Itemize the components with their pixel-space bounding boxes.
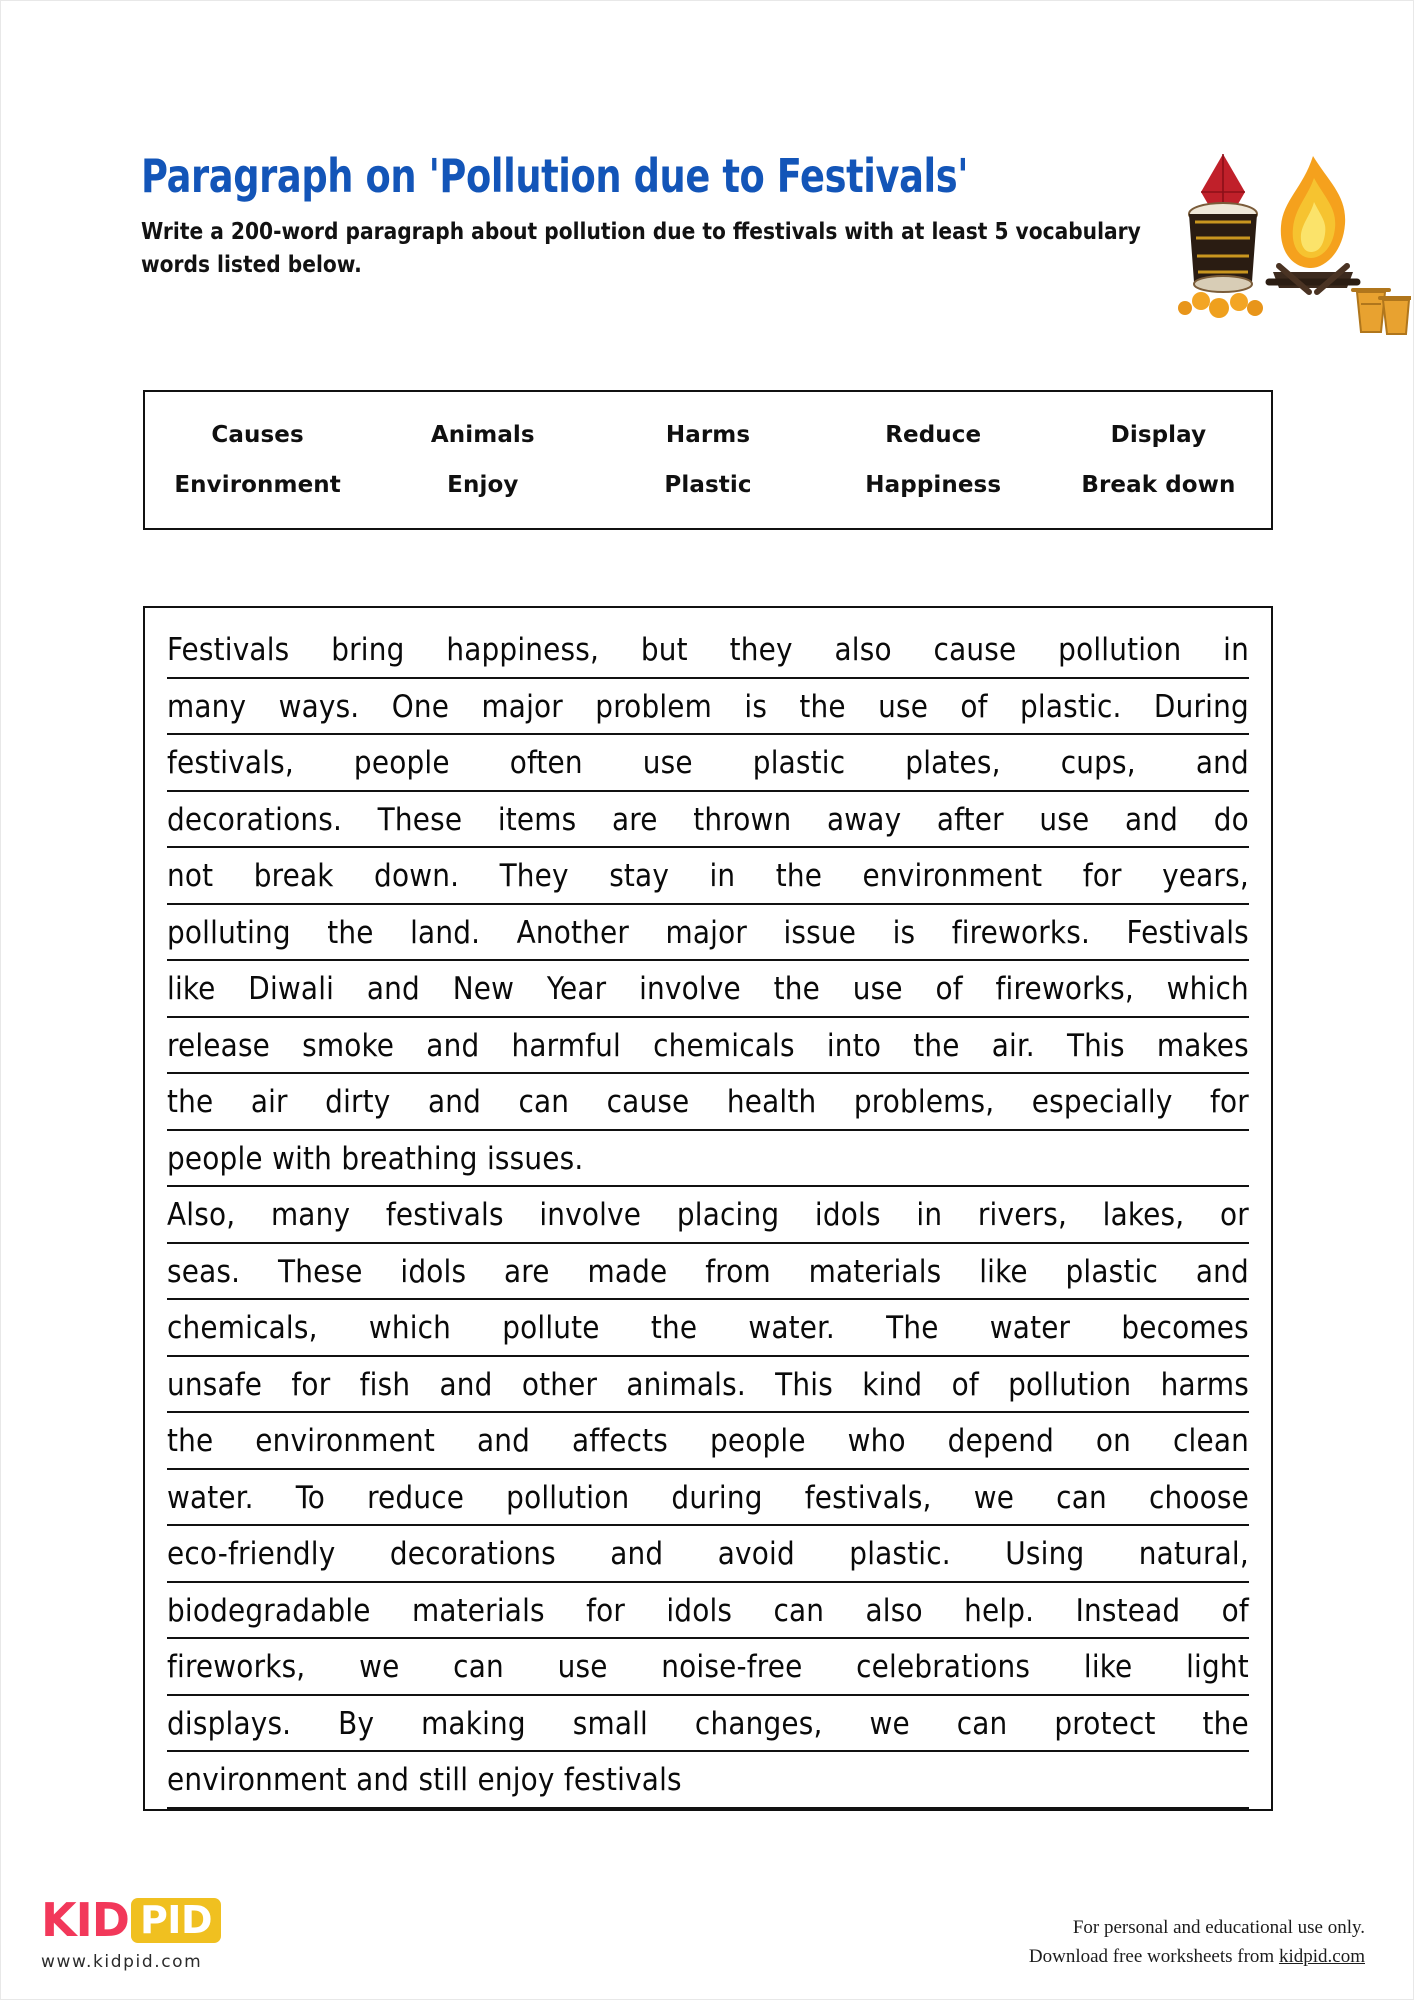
answer-word: in <box>916 1197 943 1233</box>
answer-writing-area[interactable] <box>143 606 1273 1811</box>
logo-kid-text: KID <box>41 1893 129 1947</box>
answer-word: major <box>481 688 563 725</box>
answer-word: small <box>572 1705 649 1742</box>
answer-word: break <box>253 858 334 894</box>
marigold-icon <box>1178 292 1263 318</box>
answer-word: natural, <box>1138 1536 1249 1572</box>
answer-word: During <box>1153 688 1249 725</box>
answer-word: the <box>799 688 846 725</box>
answer-word: happiness, <box>446 632 600 668</box>
answer-word: the <box>327 914 374 951</box>
answer-word: displays. <box>167 1705 292 1742</box>
answer-word: avoid <box>717 1536 795 1572</box>
answer-word: of <box>935 971 963 1007</box>
answer-word: materials <box>412 1592 545 1629</box>
answer-word: placing <box>676 1197 780 1233</box>
answer-word: and <box>427 1084 482 1120</box>
answer-word: materials <box>808 1253 942 1290</box>
answer-word: Festivals <box>167 632 290 668</box>
answer-word: festivals, <box>804 1479 932 1516</box>
vocab-word-harms: Harms <box>665 422 751 448</box>
answer-word: bring <box>331 632 405 668</box>
answer-word: like <box>979 1253 1028 1290</box>
answer-word: for <box>291 1366 331 1403</box>
answer-word: unsafe <box>167 1366 263 1403</box>
answer-line <box>167 1300 1249 1357</box>
answer-word: plastic. <box>1020 688 1122 725</box>
answer-word: is <box>744 688 768 725</box>
answer-word: and <box>426 1027 480 1064</box>
answer-word: who <box>847 1423 906 1459</box>
answer-word: use <box>557 1649 608 1685</box>
answer-word: the <box>773 971 821 1007</box>
answer-word: or <box>1219 1197 1249 1233</box>
answer-word: polluting <box>167 914 291 951</box>
answer-word: pollution <box>506 1479 630 1516</box>
answer-word: can <box>773 1592 825 1629</box>
logo-pid-text: PID <box>139 1897 212 1942</box>
answer-word: other <box>521 1366 598 1403</box>
answer-word: rivers, <box>977 1197 1068 1233</box>
answer-word: eco-friendly <box>167 1536 336 1572</box>
logo-website-url: www.kidpid.com <box>41 1952 203 1972</box>
answer-word: air <box>250 1084 288 1120</box>
answer-word: the <box>913 1027 960 1064</box>
answer-word: for <box>1082 858 1122 894</box>
answer-word: involve <box>639 971 741 1007</box>
answer-word: can <box>956 1705 1008 1742</box>
vocab-word-environment: Environment <box>174 472 341 498</box>
answer-word: These <box>277 1253 363 1290</box>
answer-word: protect <box>1054 1705 1156 1742</box>
answer-word: fish <box>359 1366 411 1403</box>
answer-word: seas. <box>167 1253 241 1290</box>
answer-word: can <box>518 1084 570 1120</box>
answer-line <box>167 1526 1249 1583</box>
answer-word: harms <box>1160 1366 1249 1403</box>
answer-word: after <box>936 801 1004 838</box>
answer-word: festivals <box>385 1197 504 1233</box>
footer-note-line-2 <box>845 1942 1365 1971</box>
answer-word: reduce <box>367 1479 465 1516</box>
answer-word: like <box>167 971 216 1007</box>
answer-word: kind <box>862 1366 923 1403</box>
answer-line <box>167 1583 1249 1640</box>
answer-word: and <box>356 1762 410 1798</box>
pot-icon <box>1353 290 1411 334</box>
answer-word: becomes <box>1121 1310 1249 1346</box>
answer-word: of <box>1221 1592 1249 1629</box>
answer-word: The <box>886 1310 939 1346</box>
answer-line <box>167 1187 1249 1244</box>
vocab-word-reduce: Reduce <box>885 422 982 448</box>
answer-line <box>167 792 1249 849</box>
answer-word: ways. <box>278 688 360 725</box>
answer-word: This <box>1066 1027 1125 1064</box>
answer-word: cause <box>933 632 1017 668</box>
answer-word: of <box>951 1366 979 1403</box>
answer-word: idols <box>814 1197 881 1233</box>
answer-word: decorations <box>389 1536 556 1572</box>
answer-word: idols <box>400 1253 467 1290</box>
answer-word: major <box>665 914 748 951</box>
answer-line <box>167 848 1249 905</box>
answer-word: problems, <box>853 1084 995 1120</box>
answer-line <box>167 1696 1249 1753</box>
answer-line <box>167 735 1249 792</box>
vocabulary-row-2 <box>145 460 1271 510</box>
answer-word: environment <box>167 1762 347 1798</box>
answer-word: smoke <box>302 1027 395 1064</box>
answer-word: use <box>878 688 929 725</box>
answer-word: environment <box>255 1423 436 1459</box>
answer-word: help. <box>964 1592 1035 1629</box>
vocab-word-happiness: Happiness <box>865 472 1002 498</box>
logo-pid-badge <box>131 1898 221 1943</box>
vocabulary-word-bank <box>143 390 1273 530</box>
page-title: Paragraph on 'Pollution due to Festivals' <box>141 149 969 203</box>
answer-line <box>167 905 1249 962</box>
answer-word: animals. <box>626 1366 746 1403</box>
answer-word: made <box>587 1253 668 1290</box>
answer-word: can <box>1056 1479 1107 1516</box>
answer-word: many <box>167 688 247 725</box>
answer-line <box>167 679 1249 736</box>
answer-word: and <box>476 1423 531 1459</box>
answer-word: on <box>1095 1423 1132 1459</box>
answer-word: environment <box>862 858 1043 894</box>
answer-word: dirty <box>325 1084 391 1120</box>
answer-line <box>167 1639 1249 1696</box>
answer-word: with <box>272 1140 333 1177</box>
answer-word: fireworks, <box>167 1649 306 1685</box>
answer-word: issue <box>783 914 857 951</box>
answer-word: years, <box>1162 858 1249 894</box>
answer-word: health <box>726 1084 817 1120</box>
answer-word: do <box>1213 801 1249 838</box>
answer-word: use <box>1039 801 1090 838</box>
answer-line <box>167 1074 1249 1131</box>
answer-word: water <box>989 1310 1071 1346</box>
worksheet-header <box>141 151 1191 281</box>
answer-word: lakes, <box>1102 1197 1185 1233</box>
answer-line <box>167 1413 1249 1470</box>
answer-line <box>167 622 1249 679</box>
answer-word: and <box>439 1366 493 1403</box>
answer-word: water. <box>167 1479 254 1516</box>
answer-word: we <box>973 1479 1015 1516</box>
footer-note-prefix: Download free worksheets from <box>1028 1946 1279 1968</box>
answer-word: and <box>610 1536 664 1572</box>
answer-word: fireworks. <box>951 914 1091 951</box>
answer-word: involve <box>539 1197 642 1233</box>
answer-word: plastic <box>752 745 846 781</box>
answer-word: in <box>709 858 736 894</box>
answer-word: These <box>377 801 463 838</box>
answer-word: many <box>270 1197 351 1233</box>
answer-word: the <box>1202 1705 1249 1742</box>
answer-word: are <box>504 1253 550 1290</box>
answer-word: pollute <box>502 1310 600 1346</box>
answer-word: not <box>167 858 214 894</box>
answer-line <box>167 1752 1249 1809</box>
answer-word: Year <box>546 971 607 1007</box>
answer-word: especially <box>1031 1084 1173 1120</box>
answer-word: chemicals <box>653 1027 795 1064</box>
answer-word: They <box>499 858 569 894</box>
answer-word: making <box>421 1705 526 1742</box>
answer-word: festivals <box>563 1762 682 1798</box>
answer-word: plates, <box>905 745 1001 781</box>
answer-word: changes, <box>694 1705 823 1742</box>
answer-word: for <box>586 1592 626 1629</box>
answer-word: breathing <box>341 1140 478 1177</box>
answer-line <box>167 961 1249 1018</box>
answer-word: into <box>826 1027 882 1064</box>
answer-word: plastic <box>1065 1253 1159 1290</box>
answer-word: still <box>418 1762 469 1798</box>
answer-word: One <box>391 688 450 725</box>
answer-word: people <box>353 745 450 781</box>
answer-word: in <box>1223 632 1249 668</box>
answer-word: and <box>1195 1253 1249 1290</box>
bonfire-icon <box>1269 156 1357 292</box>
answer-word: the <box>775 858 823 894</box>
kidpid-logo <box>41 1894 341 1972</box>
answer-word: issues. <box>486 1140 584 1177</box>
answer-word: release <box>167 1027 271 1064</box>
answer-word: cause <box>606 1084 690 1120</box>
answer-word: often <box>509 745 583 781</box>
answer-word: thrown <box>693 801 792 838</box>
answer-line <box>167 1018 1249 1075</box>
answer-line <box>167 1357 1249 1414</box>
drum-icon <box>1189 203 1257 292</box>
answer-word: Also, <box>167 1197 236 1233</box>
answer-line <box>167 1470 1249 1527</box>
answer-word: the <box>167 1084 214 1120</box>
answer-word: light <box>1186 1649 1249 1685</box>
vocab-word-plastic: Plastic <box>664 472 752 498</box>
answer-word: away <box>826 801 902 838</box>
answer-word: which <box>368 1310 452 1346</box>
answer-word: they <box>729 632 793 668</box>
vocab-word-causes: Causes <box>211 422 304 448</box>
answer-word: water. <box>748 1310 835 1346</box>
answer-word: Festivals <box>1126 914 1249 951</box>
answer-word: clean <box>1172 1423 1249 1459</box>
answer-word: stay <box>609 858 670 894</box>
answer-word: New <box>452 971 515 1007</box>
answer-word: problem <box>595 688 713 725</box>
answer-word: items <box>497 801 577 838</box>
answer-word: enjoy <box>477 1762 555 1798</box>
answer-word: Instead <box>1075 1592 1181 1629</box>
answer-word: biodegradable <box>167 1592 371 1629</box>
answer-word: celebrations <box>856 1649 1031 1685</box>
answer-word: makes <box>1156 1027 1249 1064</box>
festival-illustration <box>1161 96 1411 376</box>
answer-word: the <box>650 1310 698 1346</box>
answer-word: and <box>1125 801 1179 838</box>
answer-word: which <box>1166 971 1249 1007</box>
vocab-word-animals: Animals <box>430 422 535 448</box>
logo-mark <box>41 1894 341 1946</box>
answer-word: from <box>705 1253 771 1290</box>
vocab-word-enjoy: Enjoy <box>447 472 519 498</box>
answer-word: people <box>709 1423 806 1459</box>
answer-word: noise-free <box>661 1649 803 1685</box>
instructions-text: Write a 200-word paragraph about pollution due to ffestivals with at least 5 vocabulary words listed below. <box>141 216 1141 278</box>
answer-word: pollution <box>1008 1366 1132 1403</box>
vocabulary-row-1 <box>145 410 1271 460</box>
answer-word: To <box>295 1479 325 1516</box>
answer-word: Diwali <box>248 971 335 1007</box>
answer-word: people <box>167 1140 263 1177</box>
vocab-word-breakdown: Break down <box>1081 472 1236 498</box>
answer-word: we <box>869 1705 910 1742</box>
answer-word: chemicals, <box>167 1310 318 1346</box>
answer-word: down. <box>374 858 460 894</box>
answer-word: This <box>775 1366 833 1403</box>
vocab-word-display: Display <box>1110 422 1207 448</box>
answer-word: choose <box>1148 1479 1249 1516</box>
answer-word: is <box>892 914 916 951</box>
answer-word: but <box>640 632 688 668</box>
answer-word: use <box>642 745 693 781</box>
answer-word: idols <box>666 1592 733 1629</box>
answer-word: land. <box>410 914 481 951</box>
answer-word: harmful <box>511 1027 621 1064</box>
answer-word: affects <box>571 1423 669 1459</box>
answer-word: cups, <box>1060 745 1136 781</box>
footer-note-line-1: For personal and educational use only. <box>1072 1917 1365 1938</box>
answer-word: festivals, <box>167 745 294 781</box>
footer-usage-note <box>845 1913 1365 1972</box>
answer-word: By <box>338 1705 375 1742</box>
answer-word: for <box>1209 1084 1249 1120</box>
answer-line <box>167 1244 1249 1301</box>
answer-word: we <box>359 1649 400 1685</box>
answer-lines-container <box>167 622 1249 1809</box>
answer-word: during <box>671 1479 763 1516</box>
answer-word: plastic. <box>849 1536 951 1572</box>
answer-word: are <box>611 801 658 838</box>
answer-word: like <box>1083 1649 1133 1685</box>
answer-word: Another <box>516 914 630 951</box>
answer-word: can <box>453 1649 504 1685</box>
answer-word: and <box>1195 745 1249 781</box>
answer-line <box>167 1131 1249 1188</box>
answer-word: pollution <box>1058 632 1182 668</box>
answer-word: air. <box>991 1027 1035 1064</box>
answer-word: the <box>167 1423 214 1459</box>
answer-word: decorations. <box>167 801 343 838</box>
answer-word: of <box>960 688 988 725</box>
answer-word: depend <box>947 1423 1055 1459</box>
kidpid-link[interactable]: kidpid.com <box>1278 1946 1365 1968</box>
answer-word: fireworks, <box>995 971 1134 1007</box>
answer-word: use <box>852 971 903 1007</box>
answer-word: also <box>834 632 892 668</box>
answer-word: Using <box>1005 1536 1085 1572</box>
answer-word: and <box>366 971 420 1007</box>
answer-word: also <box>865 1592 923 1629</box>
